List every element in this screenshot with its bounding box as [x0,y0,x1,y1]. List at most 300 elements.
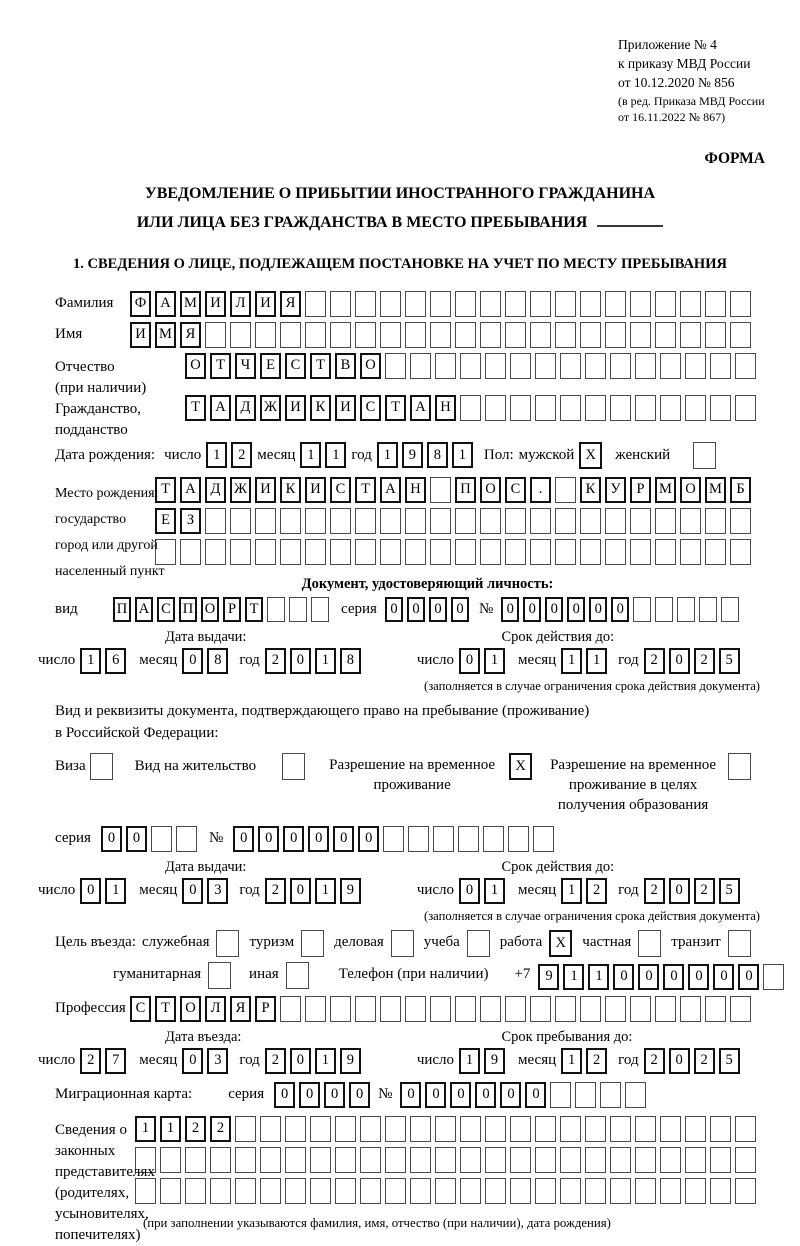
char-cell[interactable] [355,322,376,348]
char-cell[interactable] [635,1147,656,1173]
char-cell[interactable]: 2 [694,878,715,904]
char-cell[interactable] [730,508,751,534]
citizenship-boxes[interactable] [185,395,756,421]
char-cell[interactable]: Д [205,477,226,503]
char-cell[interactable]: И [285,395,306,421]
char-cell[interactable] [480,291,501,317]
char-cell[interactable] [555,477,576,503]
char-cell[interactable] [630,322,651,348]
char-cell[interactable] [480,508,501,534]
char-cell[interactable]: Н [435,395,456,421]
birth-day-boxes[interactable] [206,442,252,468]
char-cell[interactable] [705,539,726,565]
char-cell[interactable] [710,395,731,421]
char-cell[interactable] [580,539,601,565]
char-cell[interactable] [530,322,551,348]
char-cell[interactable]: 9 [340,878,361,904]
char-cell[interactable] [230,322,251,348]
char-cell[interactable]: 0 [713,964,734,990]
purpose-checkbox[interactable] [549,930,572,957]
char-cell[interactable] [560,1116,581,1142]
char-cell[interactable] [305,508,326,534]
char-cell[interactable]: 1 [561,878,582,904]
char-cell[interactable] [385,1147,406,1173]
char-cell[interactable] [405,322,426,348]
char-cell[interactable]: 0 [738,964,759,990]
char-cell[interactable]: 0 [613,964,634,990]
char-cell[interactable]: 0 [299,1082,320,1108]
char-cell[interactable] [455,322,476,348]
char-cell[interactable] [655,322,676,348]
char-cell[interactable] [485,395,506,421]
char-cell[interactable] [216,930,239,957]
char-cell[interactable]: И [255,477,276,503]
char-cell[interactable]: 1 [484,648,505,674]
char-cell[interactable]: 2 [80,1048,101,1074]
char-cell[interactable]: М [705,477,726,503]
char-cell[interactable]: А [380,477,401,503]
char-cell[interactable] [638,930,661,957]
char-cell[interactable] [655,996,676,1022]
char-cell[interactable] [385,1178,406,1204]
char-cell[interactable] [260,1147,281,1173]
id-valid-day[interactable] [459,648,505,674]
char-cell[interactable]: 0 [407,597,425,622]
char-cell[interactable] [355,996,376,1022]
stay-until-day[interactable] [459,1048,505,1074]
char-cell[interactable] [605,996,626,1022]
char-cell[interactable] [730,539,751,565]
char-cell[interactable]: 2 [694,648,715,674]
char-cell[interactable] [680,996,701,1022]
char-cell[interactable] [255,322,276,348]
char-cell[interactable]: 3 [207,1048,228,1074]
char-cell[interactable]: 0 [567,597,585,622]
char-cell[interactable]: 9 [484,1048,505,1074]
char-cell[interactable] [560,395,581,421]
char-cell[interactable] [635,353,656,379]
char-cell[interactable] [580,291,601,317]
char-cell[interactable]: К [280,477,301,503]
entered-year[interactable] [265,1048,361,1074]
char-cell[interactable]: В [335,353,356,379]
char-cell[interactable]: Я [230,996,251,1022]
char-cell[interactable]: 0 [663,964,684,990]
char-cell[interactable]: С [130,996,151,1022]
char-cell[interactable] [330,996,351,1022]
birth-year-boxes[interactable] [377,442,473,468]
char-cell[interactable] [635,1116,656,1142]
char-cell[interactable]: 2 [231,442,252,468]
char-cell[interactable] [660,1116,681,1142]
char-cell[interactable] [555,996,576,1022]
char-cell[interactable] [391,930,414,957]
char-cell[interactable] [530,996,551,1022]
char-cell[interactable]: 3 [207,878,228,904]
char-cell[interactable] [455,539,476,565]
char-cell[interactable] [330,539,351,565]
char-cell[interactable]: Я [180,322,201,348]
migration-card-series-boxes[interactable] [274,1082,370,1108]
char-cell[interactable]: И [305,477,326,503]
representatives-row3-boxes[interactable] [135,1178,756,1204]
char-cell[interactable]: 2 [185,1116,206,1142]
char-cell[interactable] [286,962,309,989]
char-cell[interactable] [305,322,326,348]
char-cell[interactable]: Ж [260,395,281,421]
id-issued-month[interactable] [182,648,228,674]
char-cell[interactable] [335,1147,356,1173]
stay-until-year[interactable] [644,1048,740,1074]
char-cell[interactable]: О [480,477,501,503]
char-cell[interactable] [705,996,726,1022]
char-cell[interactable] [575,1082,596,1108]
char-cell[interactable] [430,996,451,1022]
char-cell[interactable]: 0 [589,597,607,622]
char-cell[interactable] [205,322,226,348]
char-cell[interactable]: 2 [265,648,286,674]
char-cell[interactable]: С [360,395,381,421]
char-cell[interactable] [605,508,626,534]
char-cell[interactable]: 9 [340,1048,361,1074]
char-cell[interactable]: 0 [450,1082,471,1108]
char-cell[interactable] [721,597,739,622]
id-valid-month[interactable] [561,648,607,674]
char-cell[interactable]: А [135,597,153,622]
stay-valid-day[interactable] [459,878,505,904]
char-cell[interactable] [580,322,601,348]
char-cell[interactable] [380,291,401,317]
char-cell[interactable]: 2 [586,878,607,904]
char-cell[interactable] [710,1116,731,1142]
char-cell[interactable] [260,1178,281,1204]
char-cell[interactable]: 5 [719,878,740,904]
char-cell[interactable] [560,353,581,379]
char-cell[interactable] [260,1116,281,1142]
char-cell[interactable] [610,1147,631,1173]
char-cell[interactable] [360,1147,381,1173]
char-cell[interactable]: И [205,291,226,317]
char-cell[interactable] [383,826,404,852]
char-cell[interactable]: 1 [459,1048,480,1074]
char-cell[interactable] [735,1116,756,1142]
char-cell[interactable] [305,996,326,1022]
char-cell[interactable] [410,1116,431,1142]
char-cell[interactable]: 9 [538,964,559,990]
purpose-checkbox[interactable] [728,930,751,957]
char-cell[interactable]: 2 [694,1048,715,1074]
char-cell[interactable] [510,1178,531,1204]
char-cell[interactable]: 5 [719,648,740,674]
char-cell[interactable]: Д [235,395,256,421]
char-cell[interactable] [685,1116,706,1142]
char-cell[interactable] [530,291,551,317]
char-cell[interactable] [635,395,656,421]
char-cell[interactable]: И [255,291,276,317]
char-cell[interactable] [735,395,756,421]
char-cell[interactable]: 1 [315,1048,336,1074]
char-cell[interactable]: 0 [308,826,329,852]
stay-until-month[interactable] [561,1048,607,1074]
entered-day[interactable] [80,1048,126,1074]
char-cell[interactable] [330,322,351,348]
char-cell[interactable] [455,508,476,534]
char-cell[interactable] [685,395,706,421]
char-cell[interactable]: 0 [400,1082,421,1108]
char-cell[interactable]: 0 [290,1048,311,1074]
char-cell[interactable] [625,1082,646,1108]
char-cell[interactable] [510,1116,531,1142]
char-cell[interactable] [705,291,726,317]
representatives-row2-boxes[interactable] [135,1147,756,1173]
char-cell[interactable] [176,826,197,852]
char-cell[interactable]: О [180,996,201,1022]
char-cell[interactable] [485,1116,506,1142]
stay-valid-month[interactable] [561,878,607,904]
char-cell[interactable]: Т [185,395,206,421]
char-cell[interactable]: О [201,597,219,622]
char-cell[interactable] [180,539,201,565]
char-cell[interactable] [330,291,351,317]
purpose-checkbox[interactable] [286,962,309,989]
char-cell[interactable]: 0 [669,1048,690,1074]
char-cell[interactable]: 0 [290,648,311,674]
char-cell[interactable] [430,508,451,534]
char-cell[interactable] [730,996,751,1022]
char-cell[interactable] [633,597,651,622]
char-cell[interactable] [705,508,726,534]
char-cell[interactable] [485,1178,506,1204]
char-cell[interactable] [730,291,751,317]
char-cell[interactable] [460,353,481,379]
char-cell[interactable]: 0 [385,597,403,622]
char-cell[interactable]: 0 [429,597,447,622]
char-cell[interactable]: 0 [459,878,480,904]
char-cell[interactable]: 0 [525,1082,546,1108]
char-cell[interactable] [535,1178,556,1204]
stay-issued-year[interactable] [265,878,361,904]
char-cell[interactable]: 1 [452,442,473,468]
char-cell[interactable]: 1 [315,648,336,674]
char-cell[interactable]: С [330,477,351,503]
representatives-row1-boxes[interactable] [135,1116,756,1142]
char-cell[interactable] [505,996,526,1022]
char-cell[interactable] [280,508,301,534]
char-cell[interactable] [585,1178,606,1204]
char-cell[interactable] [282,753,305,780]
char-cell[interactable] [630,508,651,534]
char-cell[interactable] [505,322,526,348]
surname-boxes[interactable] [130,291,751,317]
id-doc-number-boxes[interactable] [501,597,739,622]
id-valid-year[interactable] [644,648,740,674]
char-cell[interactable] [355,291,376,317]
char-cell[interactable] [355,539,376,565]
char-cell[interactable]: 0 [638,964,659,990]
char-cell[interactable] [510,1147,531,1173]
char-cell[interactable] [555,508,576,534]
char-cell[interactable] [335,1178,356,1204]
char-cell[interactable] [550,1082,571,1108]
char-cell[interactable] [485,353,506,379]
char-cell[interactable]: И [335,395,356,421]
char-cell[interactable] [208,962,231,989]
char-cell[interactable] [380,539,401,565]
char-cell[interactable] [710,1178,731,1204]
char-cell[interactable]: Ф [130,291,151,317]
char-cell[interactable] [435,1178,456,1204]
char-cell[interactable] [710,353,731,379]
purpose-checkbox[interactable] [301,930,324,957]
char-cell[interactable] [305,539,326,565]
edu-residence-checkbox[interactable] [728,753,751,780]
char-cell[interactable]: X [579,442,602,469]
char-cell[interactable]: Р [223,597,241,622]
char-cell[interactable]: 0 [182,1048,203,1074]
char-cell[interactable] [330,508,351,534]
char-cell[interactable] [280,322,301,348]
char-cell[interactable]: К [310,395,331,421]
char-cell[interactable]: 0 [126,826,147,852]
char-cell[interactable]: 6 [105,648,126,674]
char-cell[interactable]: 2 [586,1048,607,1074]
char-cell[interactable] [580,508,601,534]
char-cell[interactable] [90,753,113,780]
char-cell[interactable] [433,826,454,852]
firstname-boxes[interactable] [130,322,751,348]
char-cell[interactable] [555,322,576,348]
char-cell[interactable]: М [180,291,201,317]
purpose-checkbox[interactable] [208,962,231,989]
char-cell[interactable] [508,826,529,852]
char-cell[interactable] [605,322,626,348]
char-cell[interactable]: 1 [160,1116,181,1142]
char-cell[interactable] [467,930,490,957]
char-cell[interactable]: М [155,322,176,348]
char-cell[interactable]: 0 [182,648,203,674]
char-cell[interactable] [230,508,251,534]
char-cell[interactable] [230,539,251,565]
char-cell[interactable] [380,996,401,1022]
char-cell[interactable] [210,1147,231,1173]
char-cell[interactable] [610,395,631,421]
char-cell[interactable]: Т [385,395,406,421]
char-cell[interactable] [763,964,784,990]
char-cell[interactable] [735,1178,756,1204]
purpose-checkbox[interactable] [216,930,239,957]
char-cell[interactable] [460,1147,481,1173]
char-cell[interactable] [185,1178,206,1204]
char-cell[interactable] [455,291,476,317]
sex-male-checkbox[interactable] [579,442,602,469]
char-cell[interactable]: 2 [265,1048,286,1074]
birthplace-row3-boxes[interactable] [155,539,751,565]
char-cell[interactable]: П [455,477,476,503]
char-cell[interactable]: 8 [427,442,448,468]
char-cell[interactable]: 0 [290,878,311,904]
purpose-checkbox[interactable] [467,930,490,957]
char-cell[interactable] [151,826,172,852]
char-cell[interactable]: 0 [182,878,203,904]
char-cell[interactable] [205,539,226,565]
char-cell[interactable]: 0 [425,1082,446,1108]
char-cell[interactable]: . [530,477,551,503]
char-cell[interactable] [585,353,606,379]
char-cell[interactable] [533,826,554,852]
char-cell[interactable] [405,291,426,317]
char-cell[interactable] [530,539,551,565]
char-cell[interactable] [460,395,481,421]
char-cell[interactable] [285,1178,306,1204]
char-cell[interactable]: И [130,322,151,348]
char-cell[interactable] [680,508,701,534]
char-cell[interactable] [655,597,673,622]
char-cell[interactable]: X [549,930,572,957]
char-cell[interactable]: Т [210,353,231,379]
char-cell[interactable] [535,353,556,379]
char-cell[interactable] [430,291,451,317]
char-cell[interactable] [310,1116,331,1142]
char-cell[interactable] [480,539,501,565]
char-cell[interactable] [460,1116,481,1142]
char-cell[interactable] [660,1147,681,1173]
char-cell[interactable]: А [210,395,231,421]
char-cell[interactable] [728,753,751,780]
char-cell[interactable] [655,291,676,317]
temp-residence-checkbox[interactable] [509,753,532,780]
char-cell[interactable] [735,353,756,379]
char-cell[interactable] [280,539,301,565]
char-cell[interactable] [680,291,701,317]
char-cell[interactable]: 0 [500,1082,521,1108]
char-cell[interactable] [385,353,406,379]
char-cell[interactable]: 2 [644,878,665,904]
char-cell[interactable]: Ч [235,353,256,379]
char-cell[interactable] [435,353,456,379]
char-cell[interactable] [635,1178,656,1204]
char-cell[interactable]: П [179,597,197,622]
char-cell[interactable]: 1 [561,1048,582,1074]
char-cell[interactable]: 0 [501,597,519,622]
birthplace-row1-boxes[interactable] [155,477,751,503]
stay-doc-number-boxes[interactable] [233,826,554,852]
stay-issued-month[interactable] [182,878,228,904]
char-cell[interactable] [705,322,726,348]
char-cell[interactable] [600,1082,621,1108]
char-cell[interactable]: 0 [669,878,690,904]
char-cell[interactable]: 1 [135,1116,156,1142]
char-cell[interactable]: 1 [315,878,336,904]
char-cell[interactable]: А [180,477,201,503]
char-cell[interactable] [430,477,451,503]
char-cell[interactable]: Р [630,477,651,503]
char-cell[interactable] [380,322,401,348]
char-cell[interactable] [610,1178,631,1204]
char-cell[interactable]: 5 [719,1048,740,1074]
char-cell[interactable]: 1 [206,442,227,468]
char-cell[interactable] [510,395,531,421]
char-cell[interactable]: 1 [561,648,582,674]
char-cell[interactable] [210,1178,231,1204]
char-cell[interactable] [235,1147,256,1173]
char-cell[interactable] [610,1116,631,1142]
char-cell[interactable] [630,291,651,317]
char-cell[interactable]: 0 [688,964,709,990]
char-cell[interactable] [285,1147,306,1173]
char-cell[interactable] [435,1147,456,1173]
char-cell[interactable]: 0 [451,597,469,622]
id-issued-day[interactable] [80,648,126,674]
